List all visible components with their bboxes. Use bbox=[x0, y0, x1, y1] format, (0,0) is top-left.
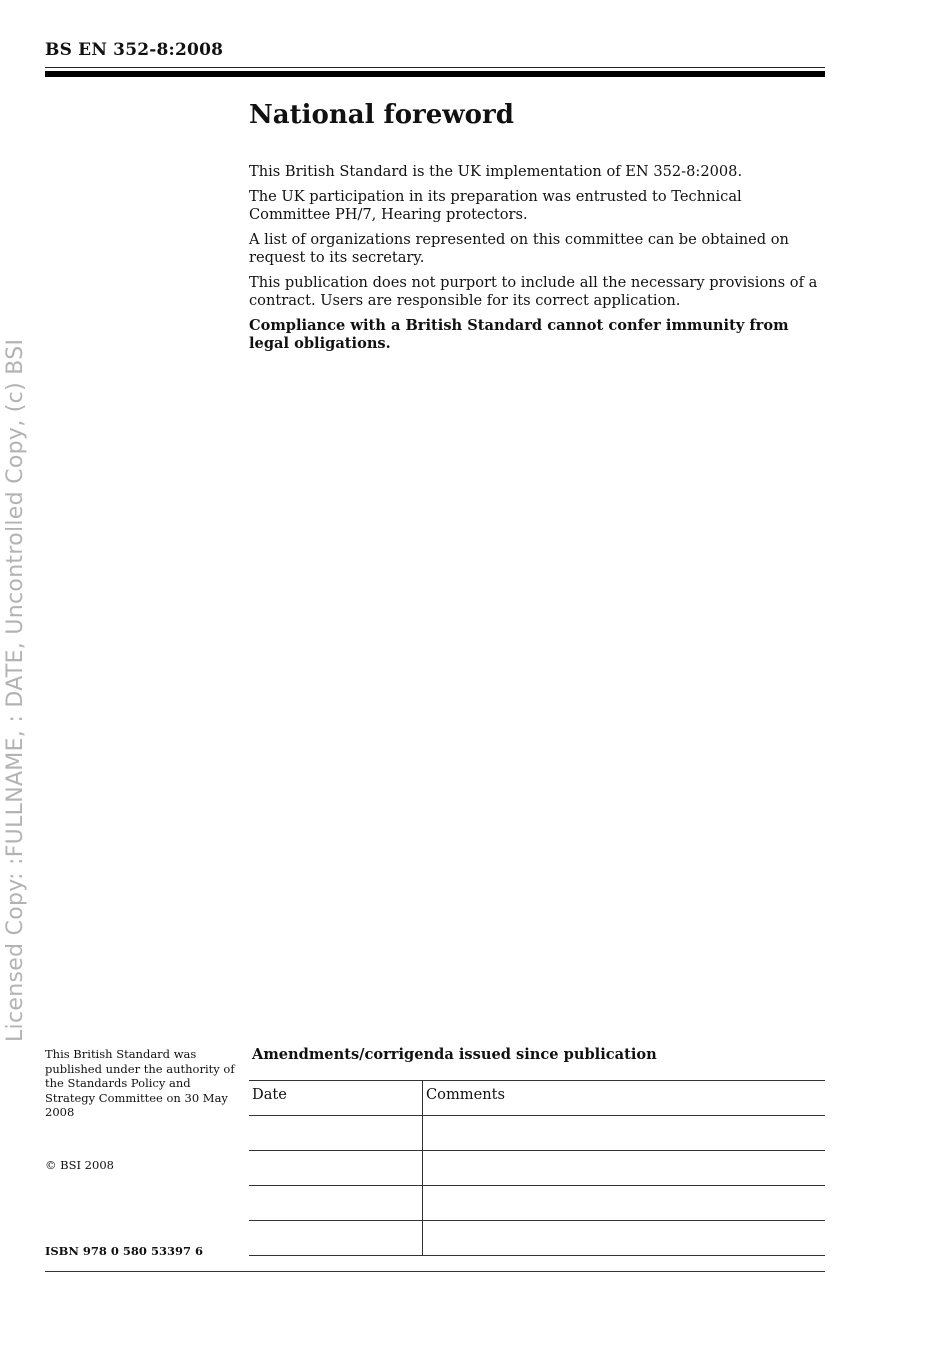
document-code: BS EN 352-8:2008 bbox=[45, 40, 224, 60]
copyright-notice: © BSI 2008 bbox=[45, 1158, 114, 1172]
date-cell bbox=[249, 1221, 423, 1256]
table-header-row bbox=[249, 1081, 825, 1116]
column-header-date: Date bbox=[249, 1081, 423, 1116]
foreword-paragraph: This British Standard is the UK implementation of EN 352-8:2008. bbox=[249, 163, 743, 180]
header-thin-rule bbox=[45, 67, 825, 68]
table-row bbox=[249, 1186, 825, 1221]
date-cell bbox=[249, 1151, 423, 1186]
isbn-number: ISBN 978 0 580 53397 6 bbox=[45, 1244, 203, 1258]
comments-cell bbox=[423, 1186, 826, 1221]
comments-cell bbox=[423, 1116, 826, 1151]
foreword-paragraph: The UK participation in its preparation was entrusted to Technical Committee PH/7, Hearing protectors. bbox=[249, 188, 742, 223]
date-cell bbox=[249, 1116, 423, 1151]
column-header-comments: Comments bbox=[423, 1081, 826, 1116]
amendments-table bbox=[249, 1080, 825, 1256]
compliance-note: Compliance with a British Standard cannot confer immunity from legal obligations. bbox=[249, 317, 789, 352]
foreword-paragraph: This publication does not purport to include all the necessary provisions of a contract. Users are responsible for its correct application. bbox=[249, 274, 818, 309]
header-thick-rule bbox=[45, 71, 825, 77]
amendments-heading: Amendments/corrigenda issued since publication bbox=[252, 1046, 657, 1063]
page-title: National foreword bbox=[249, 100, 514, 130]
date-cell bbox=[249, 1186, 423, 1221]
table-row bbox=[249, 1151, 825, 1186]
table-row bbox=[249, 1221, 825, 1256]
publication-note: This British Standard was published under the authority of the Standards Policy and Strategy Committee on 30 May 2008 bbox=[45, 1047, 235, 1120]
footer-rule bbox=[45, 1271, 825, 1272]
foreword-paragraph: A list of organizations represented on this committee can be obtained on request to its secretary. bbox=[249, 231, 789, 266]
comments-cell bbox=[423, 1151, 826, 1186]
comments-cell bbox=[423, 1221, 826, 1256]
license-watermark: Licensed Copy: :FULLNAME, : DATE, Uncontrolled Copy, (c) BSI bbox=[3, 338, 28, 1042]
foreword-body bbox=[249, 163, 827, 360]
table-row bbox=[249, 1116, 825, 1151]
